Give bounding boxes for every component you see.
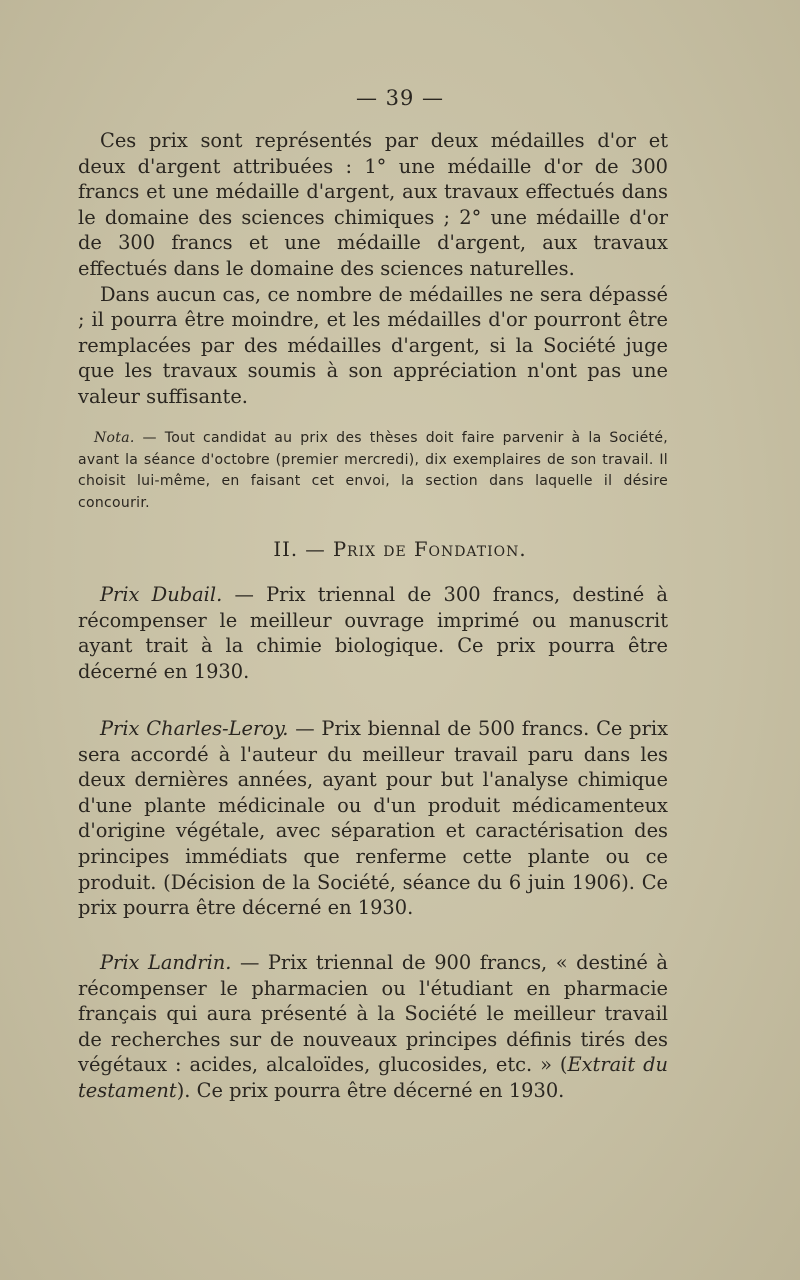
- nota-lead: Nota.: [94, 430, 135, 446]
- section-heading: [0, 538, 800, 561]
- prize-text: — Prix triennal de 900 francs, « destiné à récompenser le pharmacien ou l'étudiant en pharmacie français qui aura présenté à la Société le meilleur travail de recherches sur de nouveaux principes définis tirés des végétaux : acides, alcaloïdes, glucosides, etc. » (: [78, 951, 668, 1077]
- prize-name: Prix Charles-Leroy.: [100, 717, 289, 740]
- nota-paragraph: [78, 428, 668, 514]
- prize-source: Extrait du testament: [78, 1053, 668, 1102]
- prize-paragraph: [78, 582, 668, 684]
- prize-name: Prix Landrin.: [100, 951, 232, 974]
- page-number: — 39 —: [355, 86, 445, 110]
- section-title: Prix de Fondation.: [332, 538, 527, 561]
- section-numeral: II. —: [273, 538, 333, 561]
- prize-tail: ). Ce prix pourra être décerné en 1930.: [176, 1078, 565, 1102]
- intro-block: [78, 128, 668, 410]
- prize-charles-leroy: [78, 716, 668, 921]
- prize-paragraph: [78, 950, 668, 1104]
- paragraph: Dans aucun cas, ce nombre de médailles ne sera dépassé ; il pourra être moindre, et les médailles d'or pourront être remplacées par des médailles d'argent, si la Société juge que les travaux soumis à son appréciation n'ont pas une valeur suffisante.: [78, 282, 668, 408]
- prize-text: — Prix triennal de 300 francs, destiné à récompenser le meilleur ouvrage imprimé ou manuscrit ayant trait à la chimie biologique. Ce prix pourra être décerné en 1930.: [78, 583, 668, 683]
- nota-text: — Tout candidat au prix des thèses doit faire parvenir à la Société, avant la séance d'octobre (premier mercredi), dix exemplaires de son travail. Il choisit lui-même, en faisant cet envoi, la section dans laquelle il désire concourir.: [78, 430, 668, 511]
- prize-name: Prix Dubail.: [100, 583, 223, 606]
- paragraph: Ces prix sont représentés par deux médailles d'or et deux d'argent attribuées : 1° une médaille d'or de 300 francs et une médaille d'argent, aux travaux effectués dans le domaine des sciences chimiques ; 2° une médaille d'or de 300 francs et une médaille d'argent, aux travaux effectués dans le domaine des sciences naturelles.: [78, 129, 668, 280]
- prize-paragraph: [78, 716, 668, 921]
- prize-dubail: [78, 582, 668, 684]
- prize-text: — Prix biennal de 500 francs. Ce prix sera accordé à l'auteur du meilleur travail paru dans les deux dernières années, ayant pour but l'analyse chimique d'une plante médicinale ou d'un produit médicamenteux d'origine végétale, avec séparation et caractérisation des principes immédiats que renferme cette plante ou ce produit. (Décision de la Société, séance du 6 juin 1906). Ce prix pourra être décerné en 1930.: [78, 717, 669, 920]
- prize-landrin: [78, 950, 668, 1104]
- nota-block: [78, 428, 668, 514]
